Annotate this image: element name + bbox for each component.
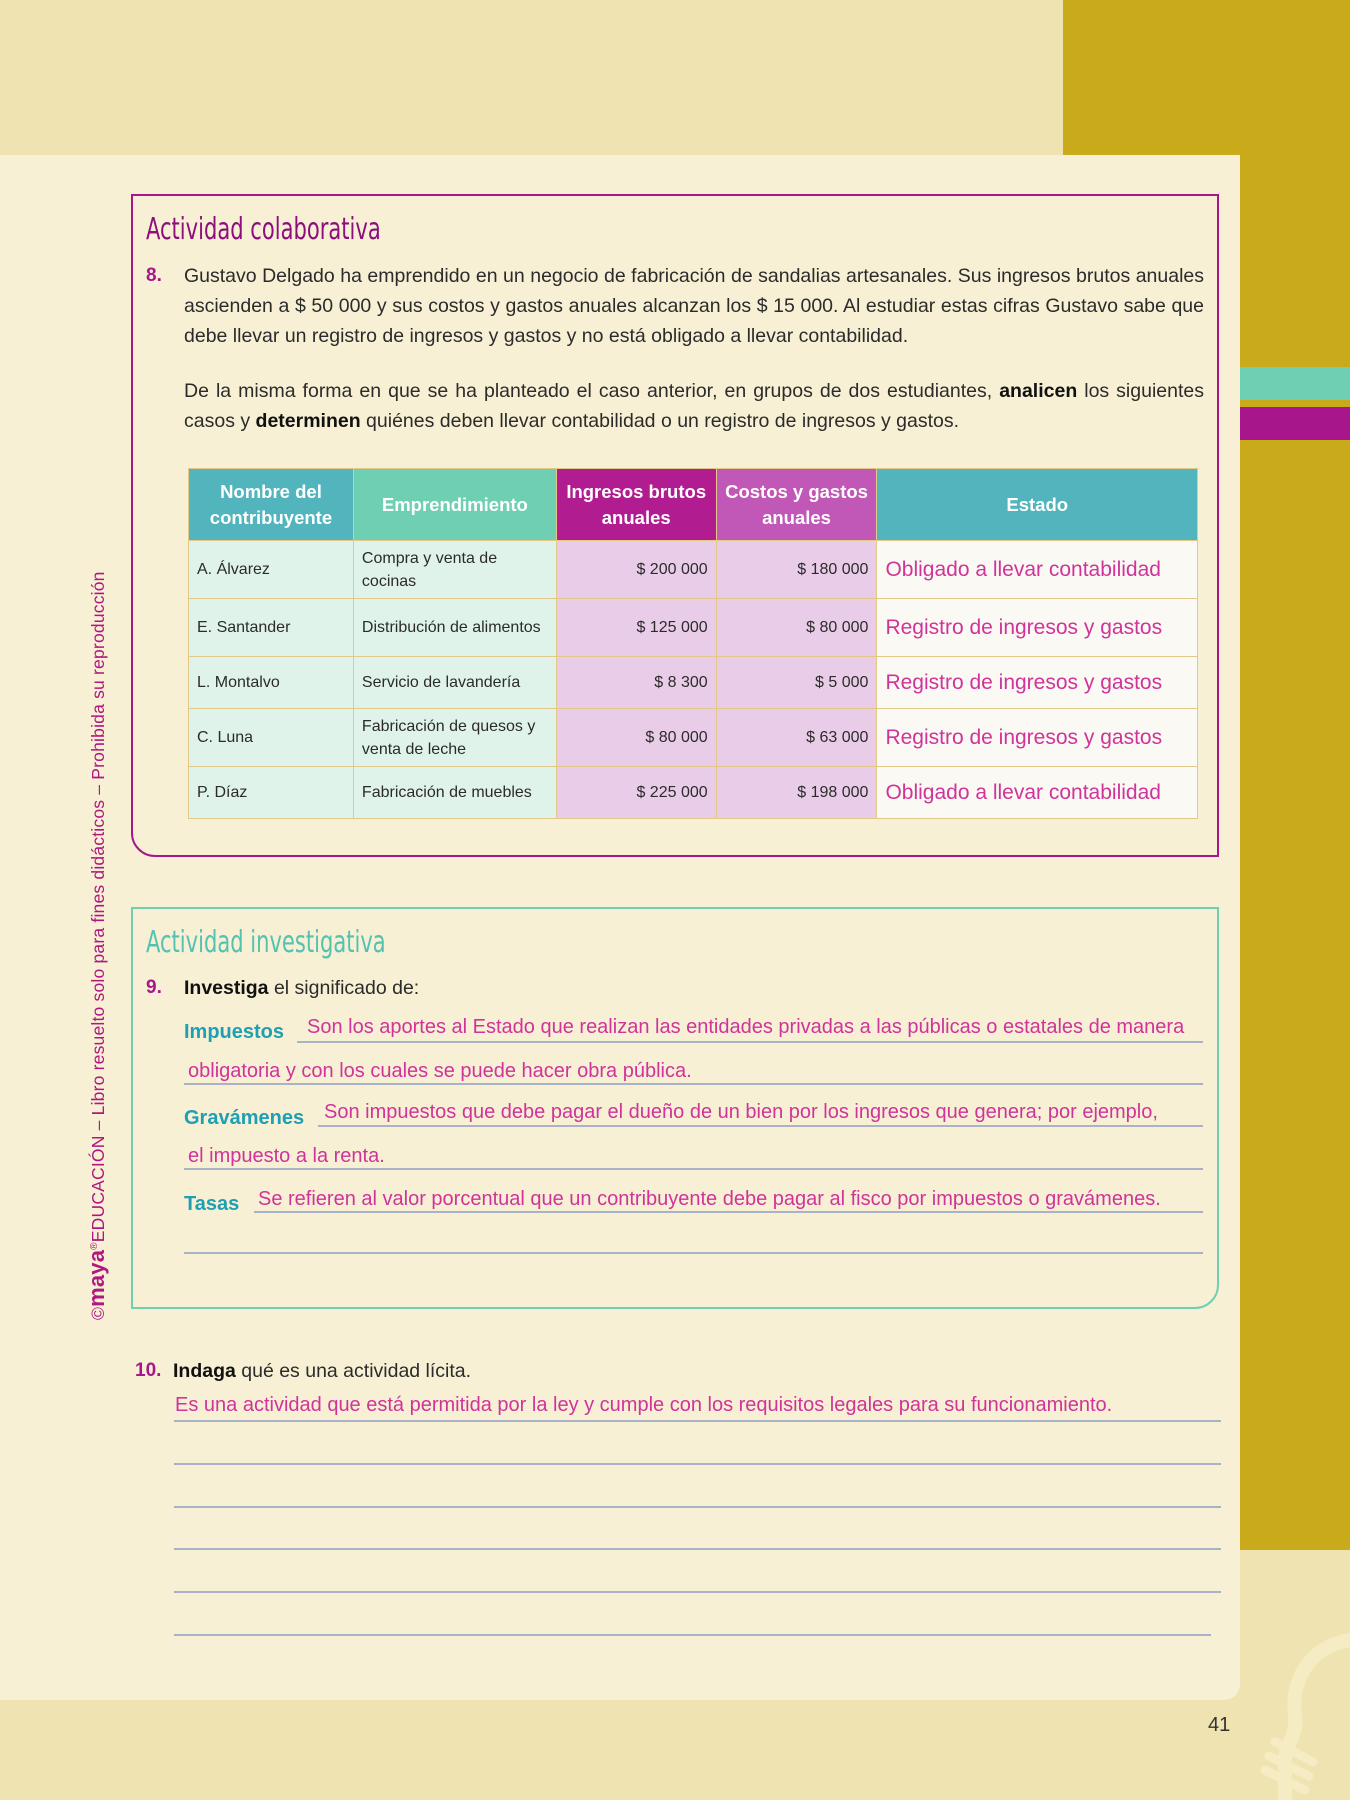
- cell-nombre: P. Díaz: [189, 767, 354, 819]
- table-row: [189, 709, 1198, 767]
- section-tab-teal: [1239, 367, 1350, 400]
- cell-emprendimiento: Fabricación de quesos y venta de leche: [353, 709, 556, 767]
- question-9-number: 9.: [146, 977, 162, 998]
- header-contribuyente: Nombre del contribuyente: [189, 469, 354, 541]
- answer-line: [297, 1041, 1203, 1043]
- answer-impuestos-line-2[interactable]: obligatoria y con los cuales se puede hacer obra pública.: [188, 1060, 692, 1082]
- cell-costos: $ 198 000: [716, 767, 877, 819]
- cell-ingresos: $ 125 000: [556, 599, 716, 657]
- cell-estado: Obligado a llevar contabilidad: [877, 767, 1198, 819]
- answer-actividad-licita[interactable]: Es una actividad que está permitida por la ley y cumple con los requisitos legales para su funcionamiento.: [175, 1394, 1113, 1416]
- question-10-number: 10.: [135, 1360, 162, 1381]
- header-ingresos: Ingresos brutos anuales: [556, 469, 716, 541]
- registered-symbol: ®: [89, 1242, 101, 1250]
- page-number: 41: [1208, 1714, 1231, 1736]
- cell-ingresos: $ 8 300: [556, 657, 716, 709]
- cell-costos: $ 5 000: [716, 657, 877, 709]
- term-impuestos: Impuestos: [184, 1021, 285, 1043]
- question-8-paragraph-2: [184, 376, 1204, 436]
- question-9-bold-investiga: Investiga: [184, 977, 269, 999]
- cell-emprendimiento: Servicio de lavandería: [353, 657, 556, 709]
- term-tasas: Tasas: [184, 1193, 240, 1215]
- table-row: [189, 767, 1198, 819]
- decorative-gold-strip: [1240, 150, 1350, 1550]
- question-10-bold-indaga: Indaga: [173, 1360, 236, 1382]
- copyright-symbol: ©: [88, 1306, 108, 1320]
- paragraph-2-bold-analicen: analicen: [999, 380, 1078, 402]
- answer-line: [318, 1125, 1203, 1127]
- side-credit-text: EDUCACIÓN – Libro resuelto solo para fines didácticos – Prohibida su reproducción: [88, 571, 108, 1243]
- question-8-paragraph-1: Gustavo Delgado ha emprendido en un negocio de fabricación de sandalias artesanales. Sus ingresos brutos anuales ascienden a $ 50 000 y sus costos y gastos anuales alcanzan los $ 15 000. Al estudiar estas cifras Gustavo sabe que debe llevar un registro de ingresos y gastos y no está obligado a llevar contabilidad.: [184, 265, 1204, 347]
- cell-costos: $ 80 000: [716, 599, 877, 657]
- answer-gravamenes-line-1[interactable]: Son impuestos que debe pagar el dueño de un bien por los ingresos que genera; por ejemplo,: [324, 1101, 1158, 1123]
- question-9-text: el significado de:: [268, 977, 420, 999]
- question-8-number: 8.: [146, 265, 162, 286]
- cell-emprendimiento: Fabricación de muebles: [353, 767, 556, 819]
- answer-line: [174, 1420, 1221, 1422]
- term-gravamenes: Gravámenes: [184, 1107, 305, 1129]
- taxpayer-table: [188, 468, 1198, 819]
- cell-nombre: L. Montalvo: [189, 657, 354, 709]
- paragraph-2-text-c: quiénes deben llevar contabilidad o un registro de ingresos y gastos.: [360, 410, 960, 432]
- brand-name: maya: [84, 1249, 109, 1307]
- cell-nombre: E. Santander: [189, 599, 354, 657]
- lightbulb-icon: [1255, 1630, 1350, 1800]
- cell-estado: Registro de ingresos y gastos: [877, 657, 1198, 709]
- cell-emprendimiento: Compra y venta de cocinas: [353, 541, 556, 599]
- answer-line[interactable]: [174, 1463, 1221, 1465]
- cell-emprendimiento: Distribución de alimentos: [353, 599, 556, 657]
- answer-line: [184, 1168, 1203, 1170]
- answer-line: [254, 1211, 1203, 1213]
- question-9-prompt: [184, 973, 1084, 1003]
- paragraph-2-text-a: De la misma forma en que se ha planteado el caso anterior, en grupos de dos estudiantes,: [184, 380, 1000, 402]
- answer-line[interactable]: [184, 1252, 1203, 1254]
- table-header-row: [189, 469, 1198, 541]
- question-10-prompt: [173, 1356, 1073, 1386]
- answer-gravamenes-line-2[interactable]: el impuesto a la renta.: [188, 1145, 385, 1167]
- cell-nombre: C. Luna: [189, 709, 354, 767]
- cell-ingresos: $ 200 000: [556, 541, 716, 599]
- question-10-text: qué es una actividad lícita.: [235, 1360, 472, 1382]
- section-tab-magenta: [1239, 407, 1350, 440]
- paragraph-2-bold-determinen: determinen: [255, 410, 361, 432]
- header-emprendimiento: Emprendimiento: [353, 469, 556, 541]
- research-activity-title: Actividad investigativa: [146, 925, 386, 960]
- table-row: [189, 657, 1198, 709]
- cell-estado: Registro de ingresos y gastos: [877, 709, 1198, 767]
- answer-line[interactable]: [174, 1634, 1211, 1636]
- collaborative-activity-title: Actividad colaborativa: [146, 212, 381, 247]
- copyright-side-text: [84, 571, 110, 1320]
- answer-line[interactable]: [174, 1548, 1221, 1550]
- answer-impuestos-line-1[interactable]: Son los aportes al Estado que realizan las entidades privadas a las públicas o estatales de manera: [307, 1016, 1185, 1038]
- cell-ingresos: $ 225 000: [556, 767, 716, 819]
- paragraph-2-text-b: los siguientes casos y: [184, 380, 1204, 432]
- answer-line[interactable]: [174, 1591, 1221, 1593]
- header-costos: Costos y gastos anuales: [716, 469, 877, 541]
- cell-estado: Registro de ingresos y gastos: [877, 599, 1198, 657]
- cell-nombre: A. Álvarez: [189, 541, 354, 599]
- answer-tasas-line-1[interactable]: Se refieren al valor porcentual que un contribuyente debe pagar al fisco por impuestos o gravámenes.: [258, 1188, 1161, 1210]
- answer-line: [184, 1083, 1203, 1085]
- cell-ingresos: $ 80 000: [556, 709, 716, 767]
- cell-costos: $ 180 000: [716, 541, 877, 599]
- cell-costos: $ 63 000: [716, 709, 877, 767]
- table-row: [189, 599, 1198, 657]
- header-estado: Estado: [877, 469, 1198, 541]
- answer-line[interactable]: [174, 1506, 1221, 1508]
- cell-estado: Obligado a llevar contabilidad: [877, 541, 1198, 599]
- table-row: [189, 541, 1198, 599]
